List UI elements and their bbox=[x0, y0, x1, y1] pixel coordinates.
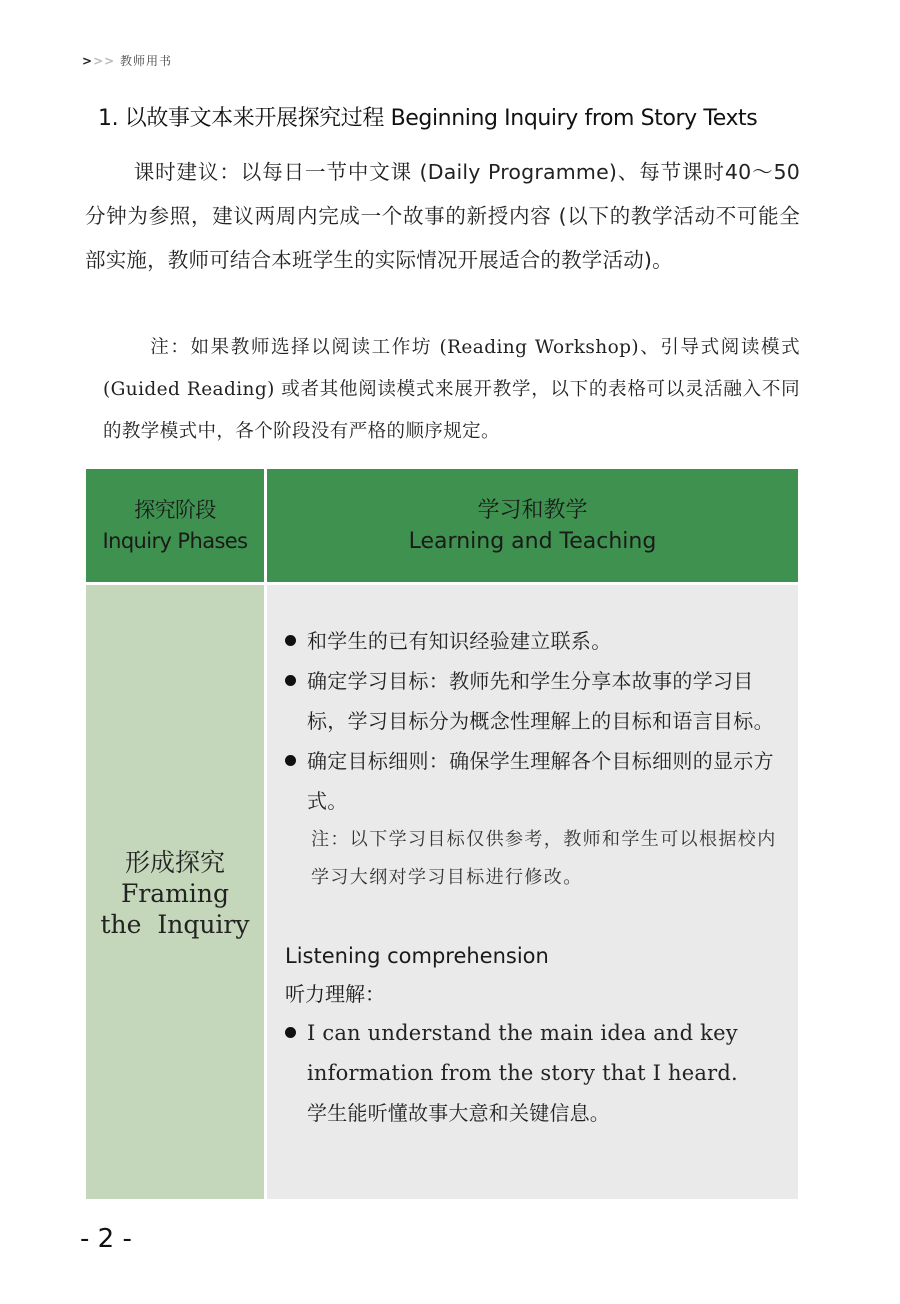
page-number: - 2 - bbox=[80, 1224, 132, 1254]
phase-zh: 形成探究 bbox=[124, 848, 225, 877]
list-item: 确定学习目标：教师先和学生分享本故事的学习目标，学习目标分为概念性理解上的目标和语言目标。 bbox=[285, 661, 785, 741]
bullet-icon bbox=[285, 755, 296, 766]
phase-en-line1: Framing bbox=[120, 879, 229, 908]
bullet-icon bbox=[285, 635, 296, 646]
bullet-icon bbox=[285, 675, 296, 686]
intro-paragraph bbox=[85, 150, 800, 282]
chevrons-icon: >>> bbox=[82, 54, 116, 68]
header-learning-zh: 学习和教学 bbox=[477, 498, 588, 523]
running-head-label: 教师用书 bbox=[120, 54, 173, 68]
list-item: 确定目标细则：确保学生理解各个目标细则的显示方式。 bbox=[285, 741, 785, 821]
header-learning-en: Learning and Teaching bbox=[408, 529, 657, 554]
list-item bbox=[285, 1013, 785, 1133]
skill-heading-en: Listening comprehension bbox=[285, 944, 549, 968]
skill-heading-zh: 听力理解： bbox=[285, 982, 385, 1006]
intro-text: 课时建议：以每日一节中文课 (Daily Programme)、每节课时40～50分钟为参照，建议两周内完成一个故事的新授内容 (以下的教学活动不可能全部实施，教师可结合本班学生的实际情况开展适合的教学活动)。 bbox=[85, 160, 800, 272]
list-item: 和学生的已有知识经验建立联系。 bbox=[285, 621, 785, 661]
phase-cell bbox=[86, 585, 264, 1199]
note-paragraph bbox=[103, 327, 800, 453]
section-title: 1. 以故事文本来开展探究过程 Beginning Inquiry from Story Texts bbox=[98, 106, 758, 131]
bullet-icon bbox=[285, 1027, 296, 1038]
skill-bullet-en: I can understand the main idea and key information from the story that I heard. bbox=[307, 1021, 738, 1085]
header-learning-teaching bbox=[267, 469, 798, 582]
learning-teaching-cell bbox=[267, 585, 798, 1199]
skill-bullet-zh: 学生能听懂故事大意和关键信息。 bbox=[307, 1101, 610, 1125]
header-phases-en: Inquiry Phases bbox=[102, 529, 248, 553]
header-inquiry-phases bbox=[86, 469, 264, 582]
note-text: 注：如果教师选择以阅读工作坊 (Reading Workshop)、引导式阅读模式 (Guided Reading) 或者其他阅读模式来展开教学，以下的表格可以灵活融入不同的教学模式中，各个阶段没有严格的顺序规定。 bbox=[103, 337, 800, 442]
inquiry-table bbox=[86, 469, 798, 1199]
objectives-note: 注：以下学习目标仅供参考，教师和学生可以根据校内学习大纲对学习目标进行修改。 bbox=[311, 829, 777, 888]
running-head bbox=[82, 52, 172, 69]
header-phases-zh: 探究阶段 bbox=[134, 498, 216, 522]
phase-en-line2: the Inquiry bbox=[100, 910, 250, 939]
